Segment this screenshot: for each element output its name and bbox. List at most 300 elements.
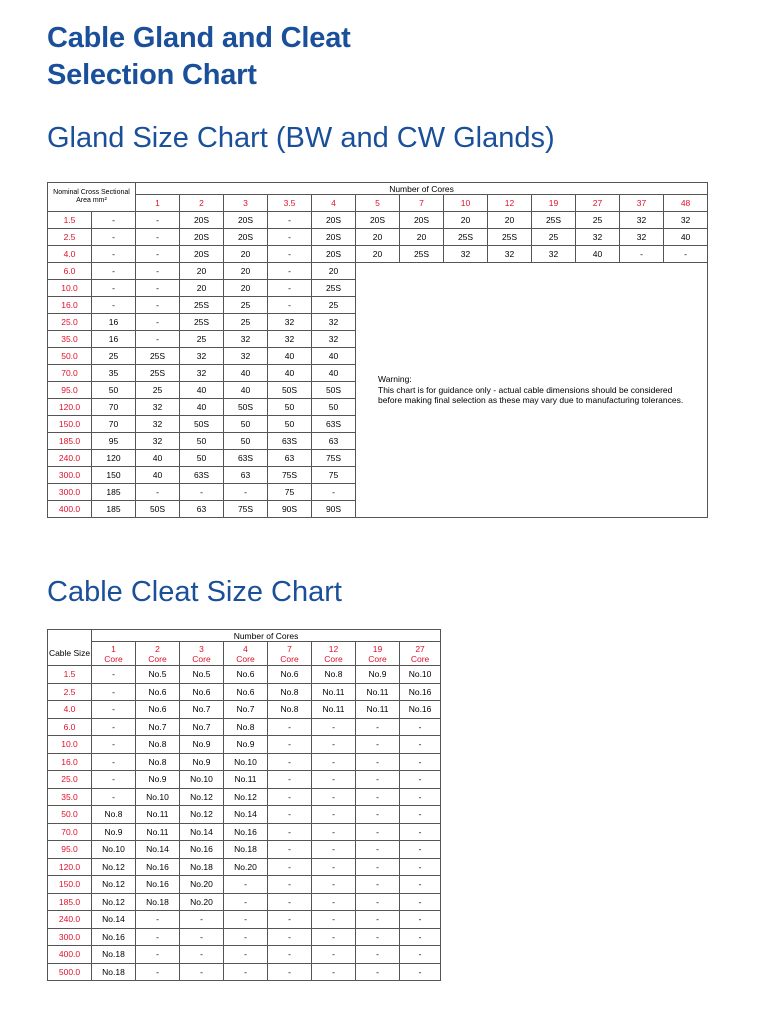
- gland-value-cell: 20S: [180, 229, 224, 246]
- page-title-line-2: Selection Chart: [47, 59, 257, 91]
- gland-value-cell: 40: [136, 450, 180, 467]
- cleat-row: [48, 788, 441, 806]
- cleat-size-cell: 500.0: [48, 963, 92, 981]
- cleat-value-cell: -: [312, 911, 356, 929]
- gland-value-cell: 20S: [224, 229, 268, 246]
- cleat-row: [48, 753, 441, 771]
- gland-size-cell: 95.0: [48, 382, 92, 399]
- cleat-core-heading: [92, 642, 136, 666]
- gland-value-cell: 50: [92, 382, 136, 399]
- cleat-value-cell: -: [356, 876, 400, 894]
- cleat-size-cell: 95.0: [48, 841, 92, 859]
- gland-value-cell: -: [268, 263, 312, 280]
- cleat-core-word: Core: [192, 653, 211, 664]
- cleat-row: [48, 893, 441, 911]
- cleat-value-cell: -: [224, 876, 268, 894]
- cleat-value-cell: No.14: [180, 823, 224, 841]
- cleat-value-cell: -: [356, 963, 400, 981]
- cleat-size-cell: 35.0: [48, 788, 92, 806]
- cleat-row: [48, 963, 441, 981]
- cleat-value-cell: No.8: [224, 718, 268, 736]
- gland-size-table: [47, 182, 708, 518]
- gland-value-cell: 32: [268, 331, 312, 348]
- gland-value-cell: 25: [92, 348, 136, 365]
- gland-value-cell: 25S: [136, 365, 180, 382]
- cleat-value-cell: -: [400, 788, 441, 806]
- gland-core-heading: 7: [400, 195, 444, 212]
- gland-value-cell: -: [92, 229, 136, 246]
- cleat-value-cell: -: [312, 858, 356, 876]
- cleat-row: [48, 858, 441, 876]
- cleat-value-cell: No.20: [180, 893, 224, 911]
- gland-value-cell: 40: [136, 467, 180, 484]
- cleat-size-cell: 120.0: [48, 858, 92, 876]
- cleat-value-cell: -: [400, 718, 441, 736]
- cleat-value-cell: -: [400, 928, 441, 946]
- gland-value-cell: 185: [92, 501, 136, 518]
- cleat-value-cell: No.16: [400, 683, 441, 701]
- cleat-value-cell: No.10: [400, 666, 441, 684]
- gland-value-cell: 20: [400, 229, 444, 246]
- gland-value-cell: 50: [180, 450, 224, 467]
- cleat-corner-label: Cable Size: [48, 642, 92, 666]
- cleat-value-cell: No.12: [180, 806, 224, 824]
- gland-value-cell: 25S: [180, 314, 224, 331]
- gland-value-cell: 20S: [180, 212, 224, 229]
- gland-value-cell: 40: [312, 348, 356, 365]
- cleat-value-cell: -: [312, 928, 356, 946]
- gland-size-cell: 50.0: [48, 348, 92, 365]
- gland-value-cell: 70: [92, 416, 136, 433]
- gland-value-cell: 32: [136, 399, 180, 416]
- cleat-value-cell: No.9: [224, 736, 268, 754]
- cleat-value-cell: -: [356, 788, 400, 806]
- gland-value-cell: -: [92, 246, 136, 263]
- cleat-core-number: 1: [111, 643, 116, 654]
- gland-value-cell: -: [136, 246, 180, 263]
- cleat-value-cell: -: [92, 701, 136, 719]
- gland-value-cell: 32: [268, 314, 312, 331]
- page-title: [47, 20, 351, 94]
- gland-value-cell: -: [92, 297, 136, 314]
- cleat-size-cell: 400.0: [48, 946, 92, 964]
- gland-value-cell: 63: [268, 450, 312, 467]
- gland-value-cell: -: [92, 280, 136, 297]
- warning-note: [356, 263, 708, 518]
- gland-cores-header: Number of Cores: [136, 183, 708, 195]
- gland-value-cell: -: [136, 314, 180, 331]
- cleat-value-cell: -: [92, 683, 136, 701]
- gland-value-cell: 20S: [312, 212, 356, 229]
- cleat-core-heading: [312, 642, 356, 666]
- gland-value-cell: 20: [488, 212, 532, 229]
- cleat-value-cell: -: [400, 911, 441, 929]
- cleat-value-cell: -: [312, 753, 356, 771]
- gland-value-cell: 63S: [312, 416, 356, 433]
- cleat-size-cell: 2.5: [48, 683, 92, 701]
- cleat-value-cell: -: [268, 946, 312, 964]
- cleat-value-cell: No.14: [136, 841, 180, 859]
- gland-value-cell: -: [92, 263, 136, 280]
- cleat-value-cell: -: [268, 736, 312, 754]
- cleat-value-cell: -: [312, 718, 356, 736]
- gland-row: [48, 246, 708, 263]
- warning-text: This chart is for guidance only - actual cable dimensions should be considered before making final selection as these may vary due to manufacturing tolerances.: [378, 384, 684, 406]
- gland-size-cell: 300.0: [48, 484, 92, 501]
- cleat-value-cell: -: [400, 876, 441, 894]
- cleat-value-cell: No.18: [224, 841, 268, 859]
- gland-core-heading: 3.5: [268, 195, 312, 212]
- gland-value-cell: 32: [664, 212, 708, 229]
- cleat-size-cell: 10.0: [48, 736, 92, 754]
- gland-value-cell: 32: [312, 331, 356, 348]
- cleat-value-cell: No.5: [180, 666, 224, 684]
- gland-value-cell: 40: [180, 382, 224, 399]
- cleat-value-cell: -: [356, 858, 400, 876]
- gland-size-cell: 400.0: [48, 501, 92, 518]
- page-title-line-1: Cable Gland and Cleat: [47, 22, 351, 54]
- gland-size-cell: 10.0: [48, 280, 92, 297]
- cleat-value-cell: -: [224, 911, 268, 929]
- cleat-value-cell: -: [92, 753, 136, 771]
- cleat-row: [48, 683, 441, 701]
- cleat-size-cell: 150.0: [48, 876, 92, 894]
- cleat-value-cell: No.12: [92, 893, 136, 911]
- gland-value-cell: 20S: [356, 212, 400, 229]
- cleat-row: [48, 911, 441, 929]
- cleat-value-cell: -: [268, 753, 312, 771]
- gland-core-heading: 1: [136, 195, 180, 212]
- cleat-value-cell: No.11: [356, 701, 400, 719]
- cleat-value-cell: -: [224, 963, 268, 981]
- cleat-value-cell: -: [312, 946, 356, 964]
- gland-value-cell: 25: [224, 314, 268, 331]
- gland-corner-label: Nominal Cross Sectional Area mm²: [48, 183, 136, 212]
- cleat-value-cell: -: [400, 841, 441, 859]
- gland-value-cell: -: [136, 280, 180, 297]
- gland-core-heading: 10: [444, 195, 488, 212]
- gland-size-cell: 16.0: [48, 297, 92, 314]
- cleat-value-cell: -: [356, 718, 400, 736]
- cleat-value-cell: -: [136, 928, 180, 946]
- gland-value-cell: 63: [224, 467, 268, 484]
- cleat-core-number: 2: [155, 643, 160, 654]
- cleat-value-cell: -: [400, 753, 441, 771]
- gland-value-cell: 20: [356, 229, 400, 246]
- cleat-value-cell: No.8: [136, 736, 180, 754]
- cleat-core-word: Core: [410, 653, 430, 664]
- cleat-value-cell: -: [268, 788, 312, 806]
- warning-title: Warning:: [378, 374, 412, 385]
- gland-value-cell: 32: [620, 212, 664, 229]
- gland-value-cell: 25: [180, 331, 224, 348]
- cleat-value-cell: No.12: [92, 858, 136, 876]
- cleat-core-number: 12: [328, 643, 339, 654]
- gland-core-heading: 37: [620, 195, 664, 212]
- gland-size-cell: 185.0: [48, 433, 92, 450]
- cleat-value-cell: No.10: [136, 788, 180, 806]
- gland-value-cell: 25S: [532, 212, 576, 229]
- cleat-core-word: Core: [280, 653, 299, 664]
- gland-core-heading: 3: [224, 195, 268, 212]
- cleat-size-cell: 16.0: [48, 753, 92, 771]
- cleat-value-cell: -: [312, 893, 356, 911]
- gland-value-cell: 90S: [312, 501, 356, 518]
- gland-value-cell: -: [268, 280, 312, 297]
- gland-value-cell: 32: [488, 246, 532, 263]
- gland-value-cell: 25S: [444, 229, 488, 246]
- cleat-size-cell: 1.5: [48, 666, 92, 684]
- cleat-row: [48, 718, 441, 736]
- gland-value-cell: 63: [312, 433, 356, 450]
- cleat-core-number: 3: [199, 643, 204, 654]
- cleat-value-cell: No.14: [92, 911, 136, 929]
- gland-value-cell: 16: [92, 331, 136, 348]
- cleat-value-cell: -: [92, 788, 136, 806]
- cleat-core-word: Core: [236, 653, 255, 664]
- gland-core-heading: 48: [664, 195, 708, 212]
- cleat-core-heading: [180, 642, 224, 666]
- gland-value-cell: -: [136, 331, 180, 348]
- cleat-value-cell: No.12: [92, 876, 136, 894]
- gland-value-cell: 70: [92, 399, 136, 416]
- cleat-core-number: 4: [243, 643, 248, 654]
- cleat-value-cell: -: [312, 788, 356, 806]
- cleat-value-cell: -: [312, 806, 356, 824]
- cleat-row: [48, 736, 441, 754]
- cleat-value-cell: No.8: [312, 666, 356, 684]
- gland-value-cell: 50S: [312, 382, 356, 399]
- gland-value-cell: 20S: [400, 212, 444, 229]
- gland-value-cell: 20: [224, 263, 268, 280]
- cleat-value-cell: -: [356, 736, 400, 754]
- cleat-value-cell: -: [268, 858, 312, 876]
- cleat-value-cell: -: [268, 963, 312, 981]
- cleat-value-cell: -: [268, 718, 312, 736]
- cleat-value-cell: No.8: [92, 806, 136, 824]
- cleat-row: [48, 701, 441, 719]
- gland-value-cell: 16: [92, 314, 136, 331]
- cleat-cores-header: Number of Cores: [92, 630, 441, 642]
- gland-value-cell: 40: [180, 399, 224, 416]
- gland-value-cell: 50S: [268, 382, 312, 399]
- cleat-value-cell: -: [180, 946, 224, 964]
- gland-value-cell: 75: [268, 484, 312, 501]
- cleat-core-number: 19: [372, 643, 383, 654]
- cleat-value-cell: -: [400, 946, 441, 964]
- gland-value-cell: 40: [268, 348, 312, 365]
- gland-value-cell: 20: [224, 280, 268, 297]
- gland-value-cell: 20S: [224, 212, 268, 229]
- cleat-value-cell: No.6: [268, 666, 312, 684]
- gland-value-cell: 25: [136, 382, 180, 399]
- cleat-core-word: Core: [148, 653, 167, 664]
- gland-value-cell: 50: [268, 399, 312, 416]
- cleat-value-cell: No.5: [136, 666, 180, 684]
- gland-value-cell: 50: [224, 416, 268, 433]
- cleat-value-cell: No.7: [180, 718, 224, 736]
- cleat-value-cell: No.16: [400, 701, 441, 719]
- gland-size-cell: 120.0: [48, 399, 92, 416]
- cleat-value-cell: -: [400, 806, 441, 824]
- cleat-value-cell: -: [356, 753, 400, 771]
- cleat-size-cell: 4.0: [48, 701, 92, 719]
- gland-value-cell: 32: [576, 229, 620, 246]
- cleat-value-cell: -: [268, 911, 312, 929]
- gland-value-cell: 50S: [180, 416, 224, 433]
- cleat-size-cell: 6.0: [48, 718, 92, 736]
- cleat-header-spacer: [48, 630, 92, 642]
- cleat-core-heading: [224, 642, 268, 666]
- cleat-core-number: 27: [415, 643, 425, 654]
- gland-value-cell: 75: [312, 467, 356, 484]
- cleat-value-cell: No.8: [136, 753, 180, 771]
- gland-value-cell: 20: [312, 263, 356, 280]
- gland-size-cell: 25.0: [48, 314, 92, 331]
- cleat-size-cell: 240.0: [48, 911, 92, 929]
- gland-value-cell: 32: [532, 246, 576, 263]
- cleat-value-cell: No.7: [180, 701, 224, 719]
- gland-value-cell: 20S: [312, 229, 356, 246]
- cleat-chart-heading: Cable Cleat Size Chart: [47, 576, 342, 608]
- cleat-row: [48, 823, 441, 841]
- gland-value-cell: 25S: [312, 280, 356, 297]
- cleat-core-heading: [268, 642, 312, 666]
- cleat-value-cell: -: [224, 946, 268, 964]
- cleat-value-cell: No.10: [180, 771, 224, 789]
- cleat-value-cell: No.6: [224, 683, 268, 701]
- gland-value-cell: 32: [620, 229, 664, 246]
- gland-value-cell: -: [224, 484, 268, 501]
- gland-value-cell: -: [136, 297, 180, 314]
- cleat-value-cell: -: [312, 771, 356, 789]
- gland-core-heading: 5: [356, 195, 400, 212]
- gland-value-cell: 63: [180, 501, 224, 518]
- gland-value-cell: 50: [268, 416, 312, 433]
- cleat-value-cell: -: [180, 911, 224, 929]
- gland-value-cell: 25S: [400, 246, 444, 263]
- gland-row: [48, 229, 708, 246]
- gland-size-cell: 1.5: [48, 212, 92, 229]
- gland-value-cell: 40: [224, 382, 268, 399]
- gland-value-cell: 20: [356, 246, 400, 263]
- cleat-core-number: 7: [287, 643, 292, 654]
- gland-core-heading: 2: [180, 195, 224, 212]
- gland-core-heading: 27: [576, 195, 620, 212]
- cleat-value-cell: No.11: [312, 683, 356, 701]
- cleat-value-cell: -: [312, 963, 356, 981]
- cleat-size-table: [47, 629, 441, 981]
- gland-value-cell: 63S: [180, 467, 224, 484]
- cleat-value-cell: No.9: [92, 823, 136, 841]
- gland-value-cell: -: [268, 212, 312, 229]
- gland-size-cell: 300.0: [48, 467, 92, 484]
- cleat-value-cell: -: [268, 806, 312, 824]
- cleat-value-cell: -: [356, 946, 400, 964]
- cleat-size-cell: 50.0: [48, 806, 92, 824]
- gland-value-cell: -: [136, 484, 180, 501]
- cleat-value-cell: -: [268, 823, 312, 841]
- cleat-value-cell: No.12: [224, 788, 268, 806]
- cleat-value-cell: -: [268, 771, 312, 789]
- gland-row: [48, 212, 708, 229]
- gland-size-cell: 35.0: [48, 331, 92, 348]
- cleat-value-cell: No.18: [180, 858, 224, 876]
- cleat-core-word: Core: [368, 653, 387, 664]
- cleat-value-cell: -: [356, 771, 400, 789]
- gland-value-cell: 63S: [224, 450, 268, 467]
- gland-value-cell: 50: [312, 399, 356, 416]
- cleat-row: [48, 666, 441, 684]
- cleat-value-cell: -: [312, 841, 356, 859]
- cleat-value-cell: No.6: [136, 683, 180, 701]
- gland-size-cell: 150.0: [48, 416, 92, 433]
- cleat-value-cell: -: [356, 841, 400, 859]
- gland-value-cell: 25: [224, 297, 268, 314]
- cleat-value-cell: -: [400, 736, 441, 754]
- gland-value-cell: 20: [180, 280, 224, 297]
- cleat-value-cell: -: [268, 876, 312, 894]
- cleat-value-cell: -: [180, 928, 224, 946]
- gland-value-cell: -: [136, 212, 180, 229]
- cleat-value-cell: No.11: [136, 806, 180, 824]
- cleat-value-cell: No.7: [136, 718, 180, 736]
- gland-chart-heading: Gland Size Chart (BW and CW Glands): [47, 122, 555, 154]
- gland-value-cell: -: [268, 229, 312, 246]
- cleat-value-cell: No.12: [180, 788, 224, 806]
- gland-value-cell: -: [268, 297, 312, 314]
- gland-value-cell: -: [136, 229, 180, 246]
- gland-value-cell: 40: [576, 246, 620, 263]
- cleat-value-cell: -: [312, 876, 356, 894]
- gland-value-cell: 25: [532, 229, 576, 246]
- gland-value-cell: 50: [180, 433, 224, 450]
- cleat-value-cell: -: [400, 858, 441, 876]
- cleat-value-cell: No.8: [268, 701, 312, 719]
- cleat-value-cell: -: [92, 666, 136, 684]
- gland-value-cell: 40: [312, 365, 356, 382]
- cleat-value-cell: -: [356, 928, 400, 946]
- gland-value-cell: 25: [312, 297, 356, 314]
- cleat-value-cell: -: [268, 928, 312, 946]
- cleat-core-word: Core: [104, 653, 123, 664]
- cleat-value-cell: -: [268, 893, 312, 911]
- cleat-value-cell: -: [400, 963, 441, 981]
- gland-value-cell: 185: [92, 484, 136, 501]
- cleat-value-cell: -: [400, 823, 441, 841]
- cleat-value-cell: -: [92, 771, 136, 789]
- cleat-value-cell: -: [356, 911, 400, 929]
- cleat-value-cell: No.6: [136, 701, 180, 719]
- cleat-row: [48, 841, 441, 859]
- cleat-core-heading: [400, 642, 441, 666]
- gland-value-cell: 20S: [312, 246, 356, 263]
- cleat-row: [48, 946, 441, 964]
- cleat-size-cell: 300.0: [48, 928, 92, 946]
- cleat-size-cell: 185.0: [48, 893, 92, 911]
- gland-value-cell: 40: [224, 365, 268, 382]
- cleat-value-cell: No.9: [180, 753, 224, 771]
- cleat-size-cell: 25.0: [48, 771, 92, 789]
- gland-size-cell: 4.0: [48, 246, 92, 263]
- cleat-core-word: Core: [324, 653, 343, 664]
- cleat-value-cell: No.10: [92, 841, 136, 859]
- cleat-value-cell: No.6: [224, 666, 268, 684]
- cleat-value-cell: -: [136, 911, 180, 929]
- gland-value-cell: 20: [224, 246, 268, 263]
- gland-value-cell: 32: [224, 331, 268, 348]
- cleat-value-cell: -: [400, 771, 441, 789]
